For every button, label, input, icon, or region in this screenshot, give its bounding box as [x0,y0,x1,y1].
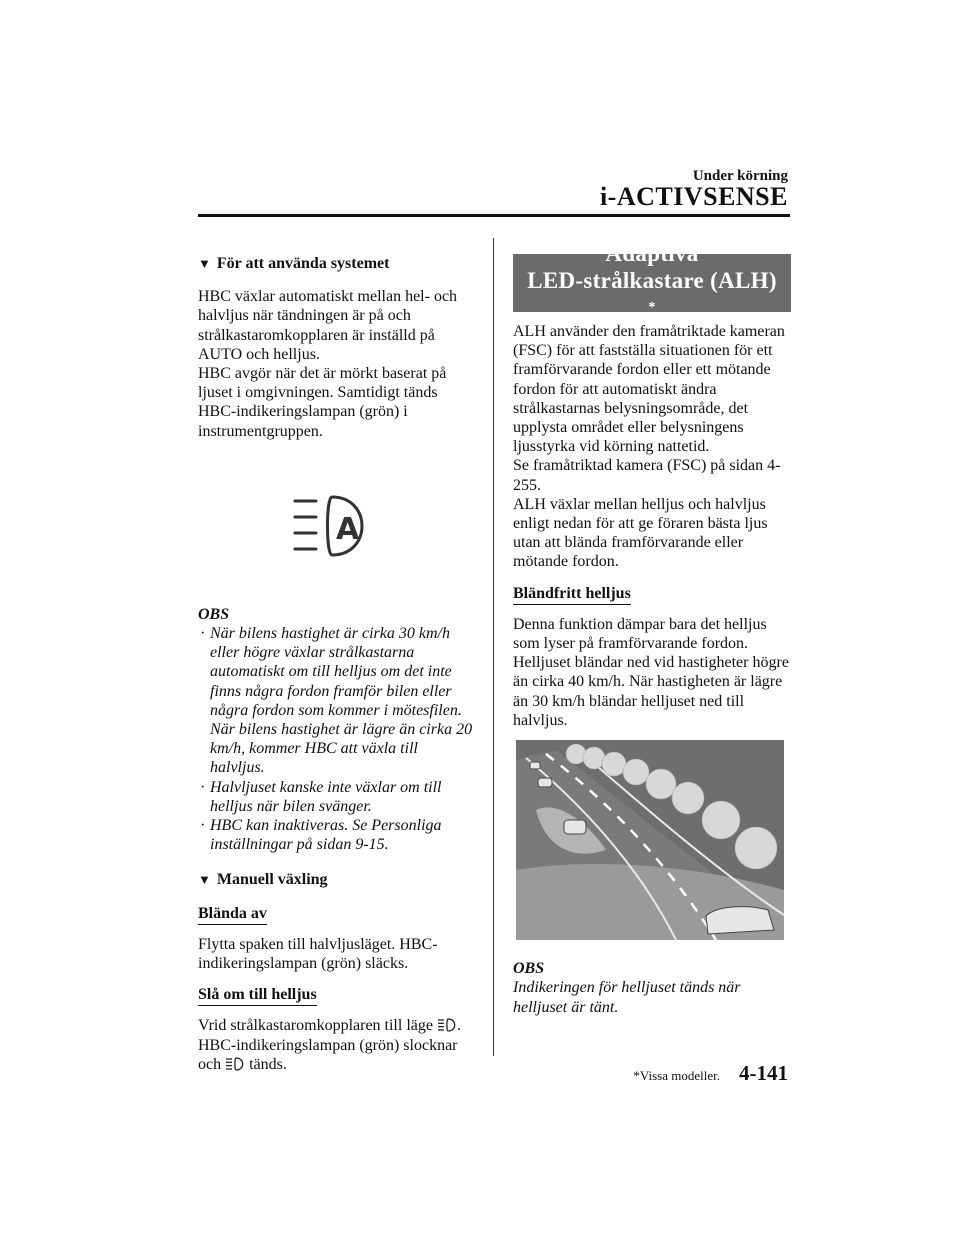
section-label: Under körning [692,168,788,184]
column-divider [493,238,494,1056]
chapter-title: i-ACTIVSENSE [599,182,788,211]
subheading-high-beam: Slå om till helljus [198,985,317,1006]
page-number: 4-141 [739,1061,788,1085]
list-item: · HBC kan inaktiveras. Se Personliga inställningar på sidan 9-15. [200,817,442,854]
list-item: · Halvljuset kanske inte växlar om till helljus när bilen svänger. [200,778,442,815]
subheading-glare-free: Bländfritt helljus [513,584,631,605]
triangle-down-icon: ▼ [198,256,211,271]
subheading-dim: Blända av [198,904,267,925]
triangle-down-icon: ▼ [198,872,211,888]
paragraph: Flytta spaken till halvljusläget. HBC-indikeringslampan (grön) släcks. [198,935,438,973]
paragraph: HBC växlar automatiskt mellan hel- och halvljus när tändningen är på och strålkastaromkopplaren är inställd på AUTO och helljus. [198,288,458,363]
right-column [513,241,791,1017]
paragraph: ALH använder den framåtriktade kameran (FSC) för att fastställa situationen för ett framförvarande fordon eller ett mötande fordon för att automatiskt ändra strålkastarnas belysningsområde, det upplysta området eller belysningens ljusstyrka vid körning nattetid. [513,323,785,456]
paragraph: Vrid strålkastaromkopplaren till läge . HBC-indikeringslampan (grön) slocknar och tänds. [198,1017,461,1073]
footnote: *Vissa modeller. [633,1068,720,1083]
paragraph: HBC avgör när det är mörkt baserat på ljuset i omgivningen. Samtidigt tänds HBC-indikeringslampan (grön) i instrumentgruppen. [198,365,447,440]
header-rule [198,214,790,217]
paragraph: Se framåtriktad kamera (FSC) på sidan 4-255. [513,457,781,494]
paragraph: Denna funktion dämpar bara det helljus som lyser på framförvarande fordon. Helljuset bländar ned vid hastigheter högre än cirka 40 km/h. När hastigheten är lägre än 30 km/h bländar helljuset ned till halvljus. [513,615,789,729]
road-illustration [516,740,784,940]
heading-use-system: ▼ För att använda systemet [198,255,390,272]
heading-manual: ▼ Manuell växling [198,871,328,889]
obs-title: OBS [513,960,545,978]
svg-text:A: A [336,511,360,547]
high-beam-icon [225,1057,245,1071]
obs-title: OBS [198,605,230,623]
section-title-box: Adaptiva LED-strålkastare (ALH) * [513,254,791,312]
list-item: · När bilens hastighet är cirka 30 km/h eller högre växlar strålkastarna automatiskt om till helljus om det inte finns några fordon framför bilen eller några fordon som kommer i mötesfilen. När bilens hastighet är lägre än cirka 20 km/h, kommer HBC att växla till halvljus. [200,625,473,777]
high-beam-icon [437,1018,457,1032]
hbc-auto-icon [292,493,376,559]
paragraph: Indikeringen för helljuset tänds när helljuset är tänt. [513,979,741,1016]
left-column [198,254,476,1074]
paragraph: ALH växlar mellan helljus och halvljus enligt nedan för att ge föraren bästa ljus utan att blända framförvarande eller mötande fordon. [513,495,768,571]
